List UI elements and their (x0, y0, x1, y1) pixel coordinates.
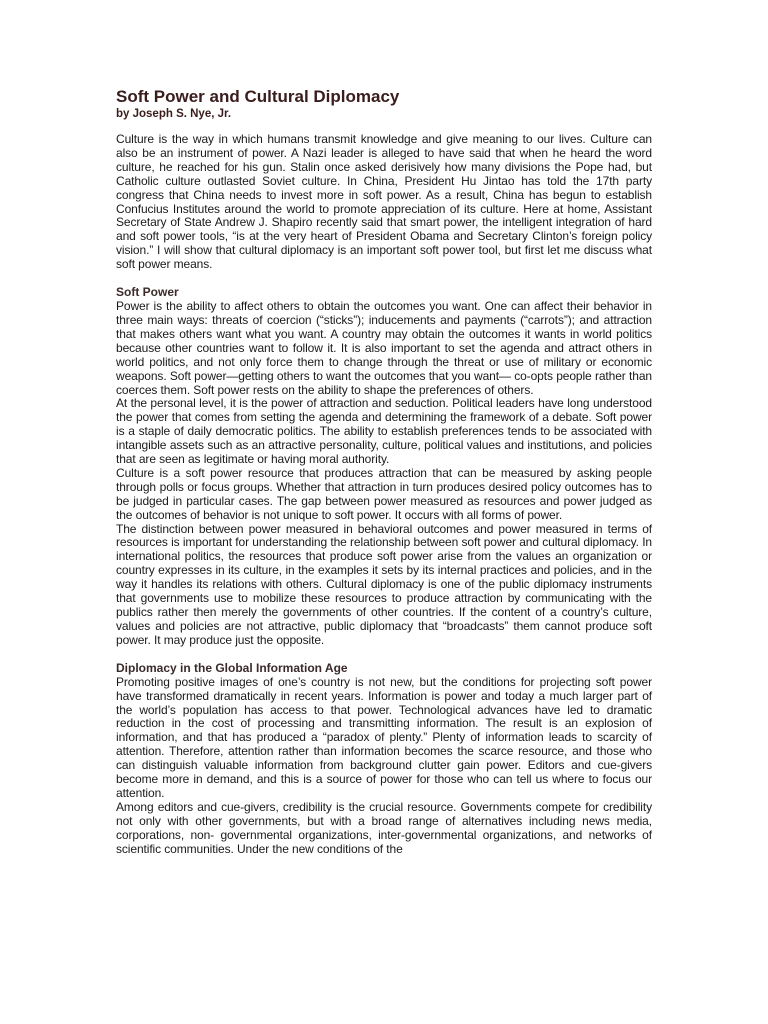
paragraph: Power is the ability to affect others to obtain the outcomes you want. One can affect their behavior in three main ways: threats of coercion (“sticks”); inducements and payments (“carrots”); and attraction that makes others want what you want. A country may obtain the outcomes it wants in world politics because other countries want to follow it. It is also important to set the agenda and attract others in world politics, and not only force them to change through the threat or use of military or economic weapons. Soft power—getting others to want the outcomes that you want— co-opts people rather than coerces them. Soft power rests on the ability to shape the preferences of others. (116, 299, 652, 397)
paragraph: Among editors and cue-givers, credibility is the crucial resource. Governments compete for credibility not only with other governments, but with a broad range of alternatives including news media, corporations, non- governmental organizations, inter-governmental organizations, and networks of scientific communities. Under the new conditions of the (116, 799, 652, 856)
paragraph: The distinction between power measured in behavioral outcomes and power measured in terms of resources is important for understanding the relationship between soft power and cultural diplomacy. In international politics, the resources that produce soft power arise from the values an organization or country expresses in its culture, in the examples it sets by its internal practices and policies, and in the way it handles its relations with others. Cultural diplomacy is one of the public diplomacy instruments that governments use to mobilize these resources to produce attraction by communicating with the publics rather then merely the governments of other countries. If the content of a country’s culture, values and policies are not attractive, public diplomacy that “broadcasts” them cannot produce soft power. It may produce just the opposite. (116, 521, 652, 647)
document-title: Soft Power and Cultural Diplomacy (116, 87, 400, 106)
intro-paragraph: Culture is the way in which humans transmit knowledge and give meaning to our lives. Culture can also be an instrument of power. A Nazi leader is alleged to have said that when he heard the word culture, he reached for his gun. Stalin once asked derisively how many divisions the Pope had, but Catholic culture outlasted Soviet culture. In China, President Hu Jintao has told the 17th party congress that China needs to invest more in soft power. As a result, China has begun to establish Confucius Institutes around the world to promote appreciation of its culture. Here at home, Assistant Secretary of State Andrew J. Shapiro recently said that smart power, the intelligent integration of hard and soft power tools, “is at the very heart of President Obama and Secretary Clinton’s foreign policy vision.” I will show that cultural diplomacy is an important soft power tool, but first let me discuss what soft power means. (116, 132, 652, 272)
paragraph: At the personal level, it is the power of attraction and seduction. Political leaders have long understood the power that comes from setting the agenda and determining the framework of a debate. Soft power is a staple of daily democratic politics. The ability to establish preferences tends to be associated with intangible assets such as an attractive personality, culture, political values and institutions, and policies that are seen as legitimate or having moral authority. (116, 396, 652, 467)
section-heading-soft-power: Soft Power (116, 285, 179, 300)
document-page (116, 86, 652, 857)
paragraph: Culture is a soft power resource that produces attraction that can be measured by asking people through polls or focus groups. Whether that attraction in turn produces desired policy outcomes has to be judged in particular cases. The gap between power measured as resources and power judged as the outcomes of behavior is not unique to soft power. It occurs with all forms of power. (116, 465, 652, 522)
paragraph: Promoting positive images of one’s country is not new, but the conditions for projecting soft power have transformed dramatically in recent years. Information is power and today a much larger part of the world’s population has access to that power. Technological advances have led to dramatic reduction in the cost of processing and transmitting information. The result is an explosion of information, and that has produced a “paradox of plenty.” Plenty of information leads to scarcity of attention. Therefore, attention rather than information becomes the scarce resource, and those who can distinguish valuable information from background clutter gain power. Editors and cue-givers become more in demand, and this is a source of power for those who can tell us where to focus our attention. (116, 674, 652, 800)
section-heading-diplomacy: Diplomacy in the Global Information Age (116, 660, 348, 675)
document-byline: by Joseph S. Nye, Jr. (116, 108, 232, 120)
